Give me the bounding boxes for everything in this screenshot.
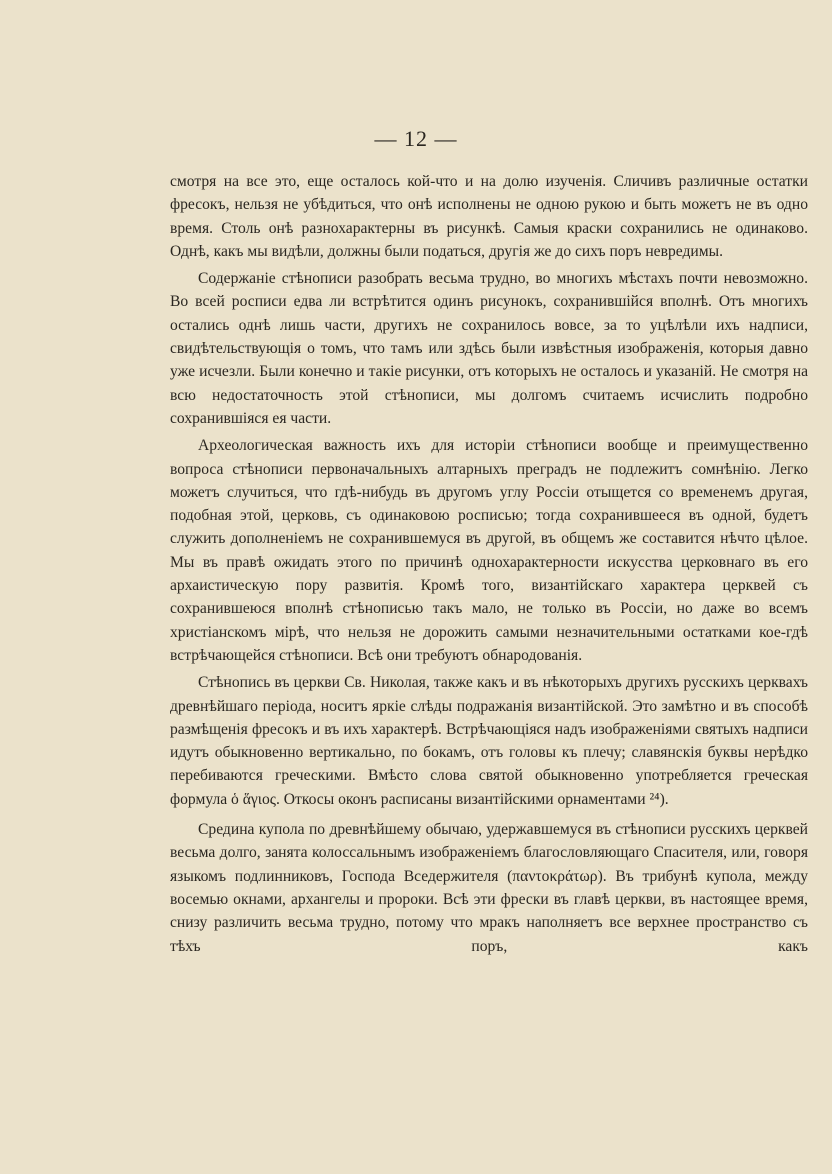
paragraph-1: смотря на все это, еще осталось кой-что и на долю изученія. Сличивъ различные остатки фресокъ, нельзя не убѣдиться, что онѣ исполнены не одною рукою и быть можетъ не въ одно время. Столь онѣ разнохарактерны въ рисункѣ. Самыя краски сохранились не одинаково. Однѣ, какъ мы видѣли, должны были податься, другія же до сихъ поръ невредимы.	[170, 173, 808, 260]
paragraph-2: Содержаніе стѣнописи разобрать весьма трудно, во многихъ мѣстахъ почти невозможно. Во всей росписи едва ли встрѣтится одинъ рисунокъ, сохранившійся вполнѣ. Отъ многихъ остались однѣ лишь части, другихъ не сохранилось вовсе, за то уцѣлѣли ихъ надписи, свидѣтельствующія о томъ, что тамъ или здѣсь были извѣстныя изображенія, которыя давно уже исчезли. Были конечно и такіе рисунки, отъ которыхъ не осталось и указаній. Не смотря на всю недостаточность этой стѣнописи, мы долгомъ считаемъ исчислить подробно сохранившіяся ея части.	[170, 270, 808, 427]
paragraph-3: Археологическая важность ихъ для исторіи стѣнописи вообще и преимущественно вопроса стѣнописи первоначальныхъ алтарныхъ преградъ не подлежитъ сомнѣнію. Легко можетъ случиться, что гдѣ-нибудь въ другомъ углу Россіи отыщется со временемъ другая, подобная этой, церковь, съ одинаковою росписью; тогда сохранившееся въ одной, будетъ служить дополненіемъ не сохранившемуся въ другой, въ общемъ же составится нѣчто цѣлое. Мы въ правѣ ожидать этого по причинѣ однохарактерности искусства церковнаго въ его архаистическую пору развитія. Кромѣ того, византійскаго характера церквей съ сохранившеюся вполнѣ стѣнописью такъ мало, не только въ Россіи, но даже во всемъ христіанскомъ мірѣ, что нельзя не дорожить самыми незначительными остатками кое-гдѣ встрѣчающейся стѣнописи. Всѣ они требуютъ обнародованія.	[170, 437, 808, 664]
paragraph-4: Стѣнопись въ церкви Св. Николая, также какъ и въ нѣкоторыхъ другихъ русскихъ церквахъ древнѣйшаго періода, носитъ яркіе слѣды подражанія византійской. Это замѣтно и въ способѣ размѣщенія фресокъ и въ ихъ характерѣ. Встрѣчающіяся надъ изображеніями святыхъ надписи идутъ обыкновенно вертикально, по бокамъ, отъ головы къ плечу; славянскія буквы нерѣдко перебиваются греческими. Вмѣсто слова святой обыкновенно употребляется греческая формула ὁ ἅγιος. Откосы оконъ расписаны византійскими орнаментами ²⁴).	[170, 674, 808, 808]
body-text	[170, 170, 808, 958]
page-number: — 12 —	[374, 126, 458, 151]
paragraph-5: Средина купола по древнѣйшему обычаю, удержавшемуся въ стѣнописи русскихъ церквей весьма долго, занята колоссальнымъ изображеніемъ благословляющаго Спасителя, или, говоря языкомъ подлинниковъ, Господа Вседержителя (παντοκράτωρ). Въ трибунѣ купола, между восемью окнами, архангелы и пророки. Всѣ эти фрески въ главѣ церкви, въ настоящее время, снизу различить весьма трудно, потому что мракъ наполняетъ все верхнее пространство съ тѣхъ поръ, какъ	[170, 821, 808, 955]
